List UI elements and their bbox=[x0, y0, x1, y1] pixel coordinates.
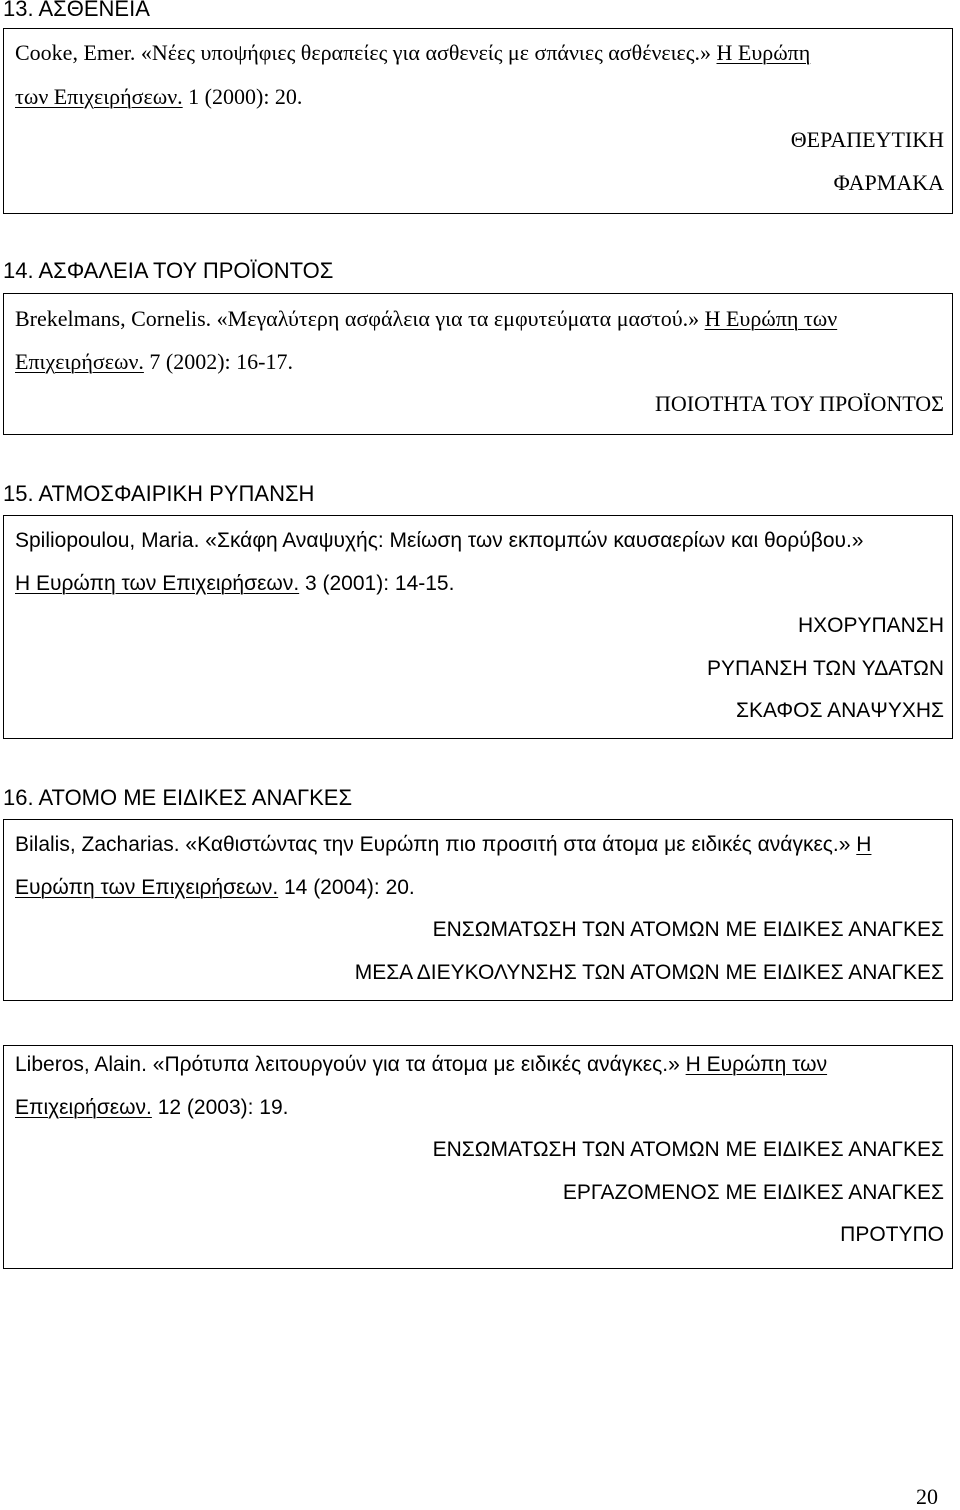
page-number: 20 bbox=[916, 1484, 938, 1509]
entry-author: Cooke, Emer. bbox=[15, 40, 136, 65]
entry-title: «Νέες υποψήφιες θεραπείες για ασθενείς με σπάνιες ασθένειες.» bbox=[140, 40, 711, 65]
entry-journal-link[interactable]: Η Ευρώπη bbox=[716, 40, 811, 65]
entry-keyword: ΡΥΠΑΝΣΗ ΤΩΝ ΥΔΑΤΩΝ bbox=[707, 657, 944, 680]
section-heading-16: 16. ΑΤΟΜΟ ΜΕ ΕΙΔΙΚΕΣ ΑΝΑΓΚΕΣ bbox=[3, 785, 353, 810]
entry-keyword: ΗΧΟΡΥΠΑΝΣΗ bbox=[797, 614, 944, 637]
bibliography-entry bbox=[3, 28, 953, 214]
section-heading-15: 15. ΑΤΜΟΣΦΑΙΡΙΚΗ ΡΥΠΑΝΣΗ bbox=[3, 481, 315, 506]
entry-keyword: ΣΚΑΦΟΣ ΑΝΑΨΥΧΗΣ bbox=[735, 699, 944, 722]
entry-keyword: ΘΕΡΑΠΕΥΤΙΚΗ bbox=[790, 127, 944, 152]
bibliography-entry bbox=[3, 515, 953, 739]
entry-journal-link[interactable]: Η bbox=[856, 833, 872, 856]
section-heading-14: 14. ΑΣΦΑΛΕΙΑ ΤΟΥ ΠΡΟΪΟΝΤΟΣ bbox=[3, 258, 334, 283]
entry-line-1 bbox=[15, 528, 864, 554]
entry-citation: 1 (2000): 20. bbox=[188, 84, 303, 109]
entry-title: «Σκάφη Αναψυχής: Μείωση των εκπομπών καυσαερίων και θορύβου.» bbox=[205, 529, 864, 552]
entry-line-1 bbox=[15, 832, 871, 858]
entry-line-2 bbox=[15, 875, 415, 901]
entry-line-2 bbox=[15, 84, 302, 110]
entry-keyword: ΠΟΙΟΤΗΤΑ ΤΟΥ ΠΡΟΪΟΝΤΟΣ bbox=[654, 391, 944, 416]
entry-citation: 12 (2003): 19. bbox=[157, 1096, 289, 1119]
entry-journal-link[interactable]: Η Ευρώπη των bbox=[685, 1053, 828, 1076]
entry-title: «Μεγαλύτερη ασφάλεια για τα εμφυτεύματα μαστού.» bbox=[216, 306, 700, 331]
entry-journal-link[interactable]: των Επιχειρήσεων. bbox=[15, 84, 183, 109]
entry-keyword: ΕΝΣΩΜΑΤΩΣΗ ΤΩΝ ΑΤΟΜΩΝ ΜΕ ΕΙΔΙΚΕΣ ΑΝΑΓΚΕΣ bbox=[432, 918, 944, 941]
entry-title: «Καθιστώντας την Ευρώπη πιο προσιτή στα άτομα με ειδικές ανάγκες.» bbox=[185, 833, 851, 856]
entry-keyword: ΕΡΓΑΖΟΜΕΝΟΣ ΜΕ ΕΙΔΙΚΕΣ ΑΝΑΓΚΕΣ bbox=[562, 1181, 944, 1204]
bibliography-entry bbox=[3, 1045, 953, 1269]
entry-line-2 bbox=[15, 349, 293, 375]
entry-keyword: ΠΡΟΤΥΠΟ bbox=[840, 1223, 944, 1246]
entry-line-2 bbox=[15, 571, 454, 597]
entry-author: Brekelmans, Cornelis. bbox=[15, 306, 212, 331]
entry-line-1 bbox=[15, 1052, 827, 1078]
entry-journal-link[interactable]: Η Ευρώπη των Επιχειρήσεων. bbox=[15, 572, 300, 595]
bibliography-entry bbox=[3, 819, 953, 1001]
entry-journal-link[interactable]: Επιχειρήσεων. bbox=[15, 349, 144, 374]
entry-line-1 bbox=[15, 40, 810, 66]
entry-author: Bilalis, Zacharias. bbox=[15, 833, 180, 856]
entry-keyword: ΜΕΣΑ ΔΙΕΥΚΟΛΥΝΣΗΣ ΤΩΝ ΑΤΟΜΩΝ ΜΕ ΕΙΔΙΚΕΣ ΑΝΑΓΚΕΣ bbox=[354, 961, 944, 984]
entry-line-1 bbox=[15, 306, 837, 332]
entry-citation: 3 (2001): 14-15. bbox=[305, 572, 455, 595]
entry-citation: 7 (2002): 16-17. bbox=[149, 349, 293, 374]
entry-keyword: ΦΑΡΜΑΚΑ bbox=[833, 170, 944, 195]
bibliography-entry bbox=[3, 293, 953, 435]
entry-journal-link[interactable]: Επιχειρήσεων. bbox=[15, 1096, 152, 1119]
section-heading-13: 13. ΑΣΘΕΝΕΙΑ bbox=[3, 0, 150, 21]
entry-citation: 14 (2004): 20. bbox=[284, 876, 415, 899]
entry-keyword: ΕΝΣΩΜΑΤΩΣΗ ΤΩΝ ΑΤΟΜΩΝ ΜΕ ΕΙΔΙΚΕΣ ΑΝΑΓΚΕΣ bbox=[432, 1138, 944, 1161]
entry-journal-link[interactable]: Η Ευρώπη των bbox=[704, 306, 838, 331]
entry-author: Spiliopoulou, Maria. bbox=[15, 529, 200, 552]
entry-line-2 bbox=[15, 1095, 289, 1121]
entry-journal-link[interactable]: Ευρώπη των Επιχειρήσεων. bbox=[15, 876, 279, 899]
entry-title: «Πρότυπα λειτουργούν για τα άτομα με ειδικές ανάγκες.» bbox=[152, 1053, 680, 1076]
entry-author: Liberos, Alain. bbox=[15, 1053, 147, 1076]
